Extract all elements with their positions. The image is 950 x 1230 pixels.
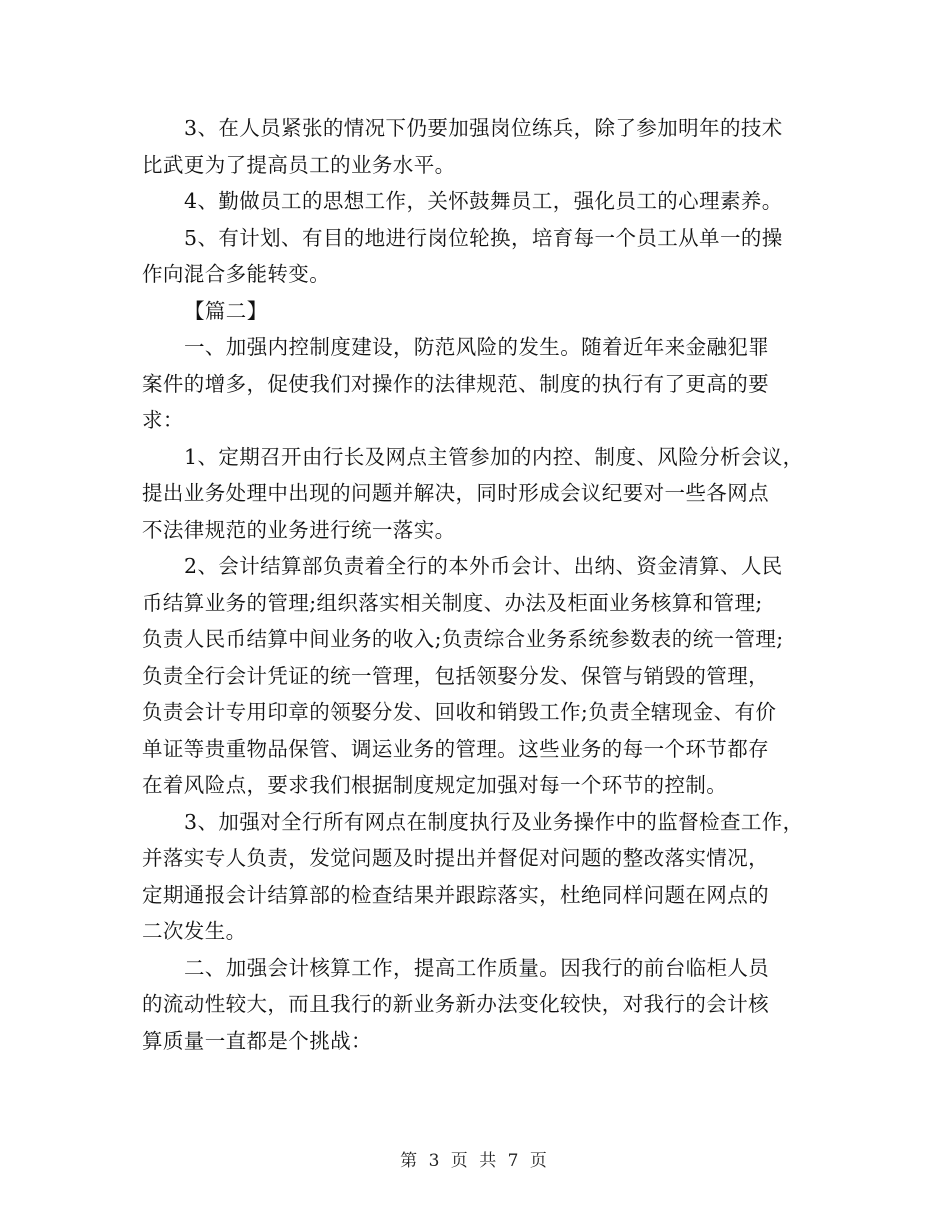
paragraph-line: 负责人民币结算中间业务的收入;负责综合业务系统参数表的统一管理; <box>142 627 784 651</box>
paragraph-line: 定期通报会计结算部的检查结果并跟踪落实，杜绝同样问题在网点的 <box>142 882 769 907</box>
document-body <box>142 110 822 1059</box>
paragraph-line: 比武更为了提高员工的业务水平。 <box>142 152 456 177</box>
paragraph-line: 作向混合多能转变。 <box>142 262 331 286</box>
section-heading: 【篇二】 <box>184 298 268 323</box>
paragraph-line: 二次发生。 <box>142 919 247 943</box>
paragraph-line: 5、有计划、有目的地进行岗位轮换，培育每一个员工从单一的操 <box>184 225 783 250</box>
paragraph-line: 币结算业务的管理;组织落实相关制度、办法及柜面业务核算和管理; <box>142 590 763 615</box>
paragraph-line: 3、加强对全行所有网点在制度执行及业务操作中的监督检查工作， <box>184 809 804 834</box>
paragraph-line: 的流动性较大，而且我行的新业务新办法变化较快，对我行的会计核 <box>142 992 769 1016</box>
paragraph-line: 二、加强会计核算工作，提高工作质量。因我行的前台临柜人员 <box>184 955 770 980</box>
paragraph-line: 3、在人员紧张的情况下仍要加强岗位练兵，除了参加明年的技术 <box>184 116 783 140</box>
paragraph-line: 在着风险点，要求我们根据制度规定加强对每一个环节的控制。 <box>142 773 728 797</box>
page-number-footer: 第 3 页 共 7 页 <box>400 1151 550 1171</box>
paragraph-line: 并落实专人负责，发觉问题及时提出并督促对问题的整改落实情况， <box>142 846 769 870</box>
paragraph-line: 2、会计结算部负责着全行的本外币会计、出纳、资金清算、人民 <box>184 554 783 578</box>
paragraph-line: 1、定期召开由行长及网点主管参加的内控、制度、风险分析会议， <box>184 444 804 469</box>
paragraph-line: 算质量一直都是个挑战： <box>142 1028 372 1053</box>
paragraph-line: 不法律规范的业务进行统一落实。 <box>142 517 456 542</box>
paragraph-line: 一、加强内控制度建设，防范风险的发生。随着近年来金融犯罪 <box>184 335 770 359</box>
paragraph-line: 单证等贵重物品保管、调运业务的管理。这些业务的每一个环节都存 <box>142 736 769 761</box>
paragraph-line: 负责全行会计凭证的统一管理，包括领娶分发、保管与销毁的管理， <box>142 663 769 688</box>
paragraph-line: 提出业务处理中出现的问题并解决，同时形成会议纪要对一些各网点 <box>142 481 769 505</box>
paragraph-line: 案件的增多，促使我们对操作的法律规范、制度的执行有了更高的要 <box>142 371 769 396</box>
paragraph-line: 负责会计专用印章的领娶分发、回收和销毁工作;负责全辖现金、有价 <box>142 700 777 724</box>
paragraph-line: 4、勤做员工的思想工作，关怀鼓舞员工，强化员工的心理素养。 <box>184 189 783 213</box>
paragraph-line: 求： <box>142 408 184 432</box>
